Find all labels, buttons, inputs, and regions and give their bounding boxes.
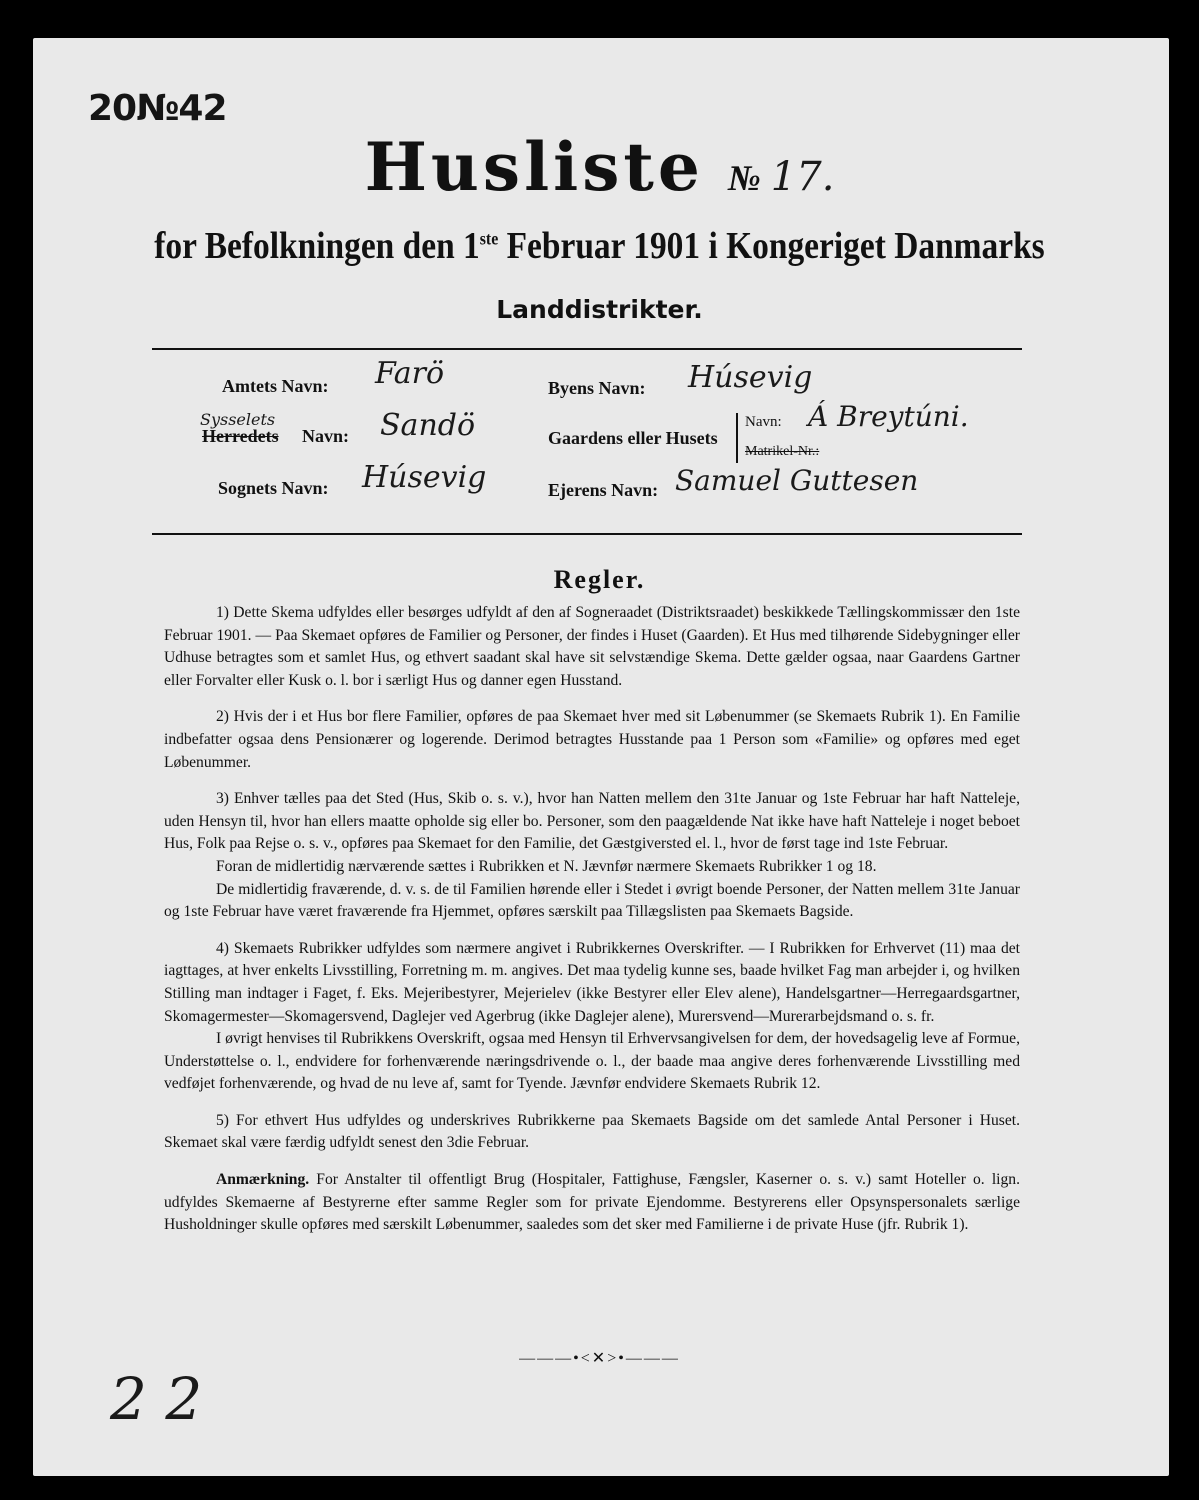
ejer-label: Ejerens Navn:: [548, 480, 659, 500]
gaard-matrikel-label: Matrikel-Nr.:: [745, 444, 820, 459]
herred-handwritten: Sysselets: [200, 410, 276, 429]
rule-3-c: De midlertidig fraværende, d. v. s. de til Familien hørende eller i Stedet i øvrigt boende Personer, der Natten mellem 31te Januar og 1ste Februar have været fraværende fra Hjemmet, opføres særskilt paa Tillægslisten paa Skemaets Bagside.: [164, 880, 1020, 921]
by-label: Byens Navn:: [548, 378, 646, 398]
corner-number: 2 2: [110, 1365, 203, 1433]
rule-1: 1) Dette Skema udfyldes eller besørges udfyldt af den af Sogneraadet (Distriktsraadet) beskikkede Tællingskommissær den 1ste Februar 1901. — Paa Skemaet opføres de Familier og Personer, der findes i Huset (Gaarden). Et Hus med tilhørende Sidebygninger eller Udhuse betragtes som et samlet Hus, og ethvert saadant skal have sit selvstændige Skema. Dette gælder ogsaa, naar Gaardens Gartner eller Forvalter eller Kusk o. l. bor i særligt Hus og danner egen Husstand.: [164, 604, 1020, 689]
bottom-divider: [152, 533, 1022, 535]
archive-stamp: 20№42: [88, 88, 227, 129]
form-number: 17.: [770, 154, 835, 200]
sogn-label: Sognets Navn:: [218, 478, 329, 498]
by-value: Húsevig: [688, 360, 813, 395]
subtitle-part: Februar 1901 i Kongeriget Danmarks: [498, 225, 1045, 267]
herred-value: Sandö: [380, 408, 476, 443]
top-divider: [152, 348, 1022, 350]
herred-struck-label: Herredets: [202, 426, 279, 446]
ejer-value: Samuel Guttesen: [675, 464, 919, 497]
rule-3-b: Foran de midlertidig nærværende sættes i Rubrikken et N. Jævnfør nærmere Skemaets Rubrikker 1 og 18.: [216, 857, 877, 875]
district-label: Landdistrikter.: [496, 295, 703, 324]
sogn-value: Húsevig: [362, 460, 487, 495]
rule-4-b: I øvrigt henvises til Rubrikkens Overskrift, ogsaa med Hensyn til Erhvervsangivelsen for dem, der hovedsagelig leve af Formue, Understøttelse o. l., endvidere for forhenværende næringsdrivende o. l., der baade maa angive deres forhenværende Livsstilling med vedføjet forhenværende, og hvad de nu leve af, samt for Tyende. Jævnfør endvidere Skemaets Rubrik 12.: [164, 1030, 1020, 1093]
subtitle-part: for Befolkningen den 1: [154, 225, 480, 267]
form-title-row: [0, 128, 1199, 206]
rule-4: 4) Skemaets Rubrikker udfyldes som nærmere angivet i Rubrikkernes Overskrifter. — I Rubrikken for Erhvervet (11) maa det iagttages, at hver enkelts Livsstilling, Forretning m. m. angives. Det maa tydelig kunne ses, baade hvilket Fag man arbejder i, og hvilken Stilling man indtager i Faget, f. Eks. Mejeribestyrer, Mejerielev (ikke Bestyrer eller Elev alene), Handelsgartner—Herregaardsgartner, Skomagermester—Skomagersvend, Daglejer ved Agerbrug (ikke Daglejer alene), Murersvend—Murerarbejdsmand o. s. fr.: [164, 939, 1020, 1025]
gaard-bracket: [736, 413, 741, 463]
form-title: Husliste: [364, 128, 704, 206]
note-label: Anmærkning.: [216, 1171, 310, 1189]
amt-value: Farö: [375, 356, 445, 391]
gaard-navn-label: Navn:: [745, 414, 782, 430]
rule-3: 3) Enhver tælles paa det Sted (Hus, Skib o. s. v.), hvor han Natten mellem den 31te Januar og 1ste Februar har haft Natteleje, uden Hensyn til, hvor han ellers maatte opholde sig eller bo. Personer, som den paagældende Nat ikke have haft Natteleje i noget beboet Hus, Folk paa Rejse o. s. v., opføres paa Skemaet for den Familie, det Gæstgiversted el. l., hvor de først tage ind 1ste Februar.: [164, 790, 1020, 853]
rule-2: 2) Hvis der i et Hus bor flere Familier, opføres de paa Skemaet hver med sit Løbenummer (se Skemaets Rubrik 1). En Familie indbefatter ogsaa dens Pensionærer og logerende. Derimod betragtes Husstande paa 1 Person som «Familie» og opføres med eget Løbenummer.: [164, 708, 1020, 771]
rule-5: 5) For ethvert Hus udfyldes og underskrives Rubrikkerne paa Skemaets Bagside om det samlede Antal Personer i Huset. Skemaet skal være færdig udfyldt senest den 3die Februar.: [164, 1111, 1020, 1152]
number-symbol: №: [727, 158, 761, 198]
gaard-navn-value: Á Breytúni.: [808, 400, 969, 433]
amt-label: Amtets Navn:: [222, 376, 329, 396]
rule-note: [164, 1169, 1020, 1237]
subtitle-sup: ste: [479, 228, 499, 249]
gaard-label: Gaardens eller Husets: [548, 428, 718, 448]
herred-label: Navn:: [302, 426, 350, 446]
ornament-divider: ———•<✕>•———: [519, 1350, 680, 1367]
rules-body: [164, 602, 1020, 1251]
rules-heading: Regler.: [553, 565, 646, 594]
form-subtitle: [72, 224, 1127, 268]
note-text: For Anstalter til offentligt Brug (Hospitaler, Fattighuse, Fængsler, Kaserner o. s. v.) samt Hoteller o. lign. udfyldes Skemaerne af Bestyrerne efter samme Regler som for private Ejendomme. Bestyrerens eller Opsynspersonalets særlige Husholdninger skulle opføres med særskilt Løbenummer, saaledes som det sker med Familierne i de private Huse (jfr. Rubrik 1).: [164, 1171, 1020, 1234]
